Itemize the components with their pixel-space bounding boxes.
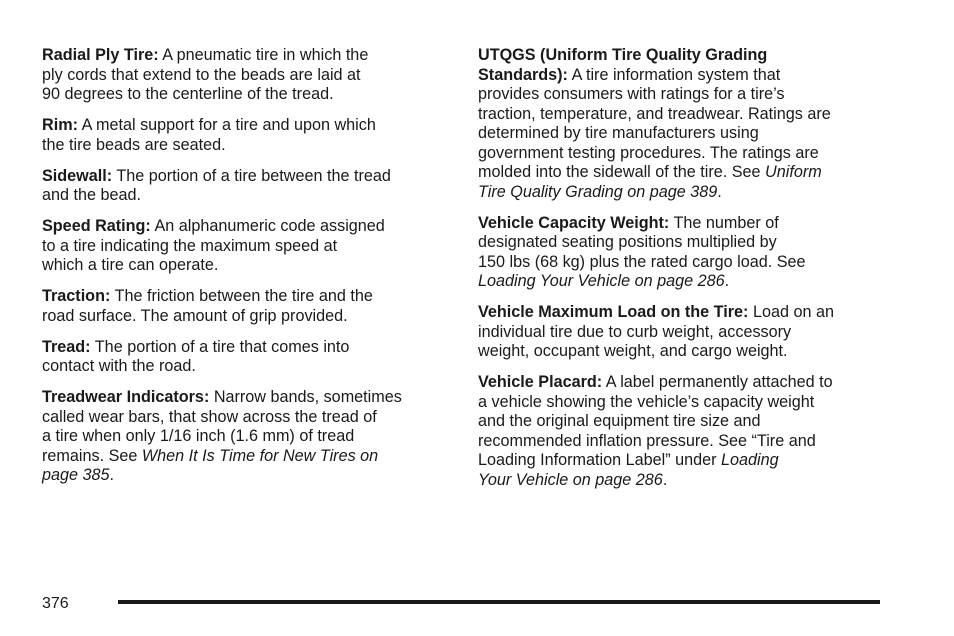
glossary-entry-speed-rating <box>42 217 447 276</box>
definition-sidewall: The portion of a tire between the tread and the bead. <box>42 166 391 204</box>
definition-end-period: . <box>662 470 668 489</box>
term-utqgs: UTQGS (Uniform Tire Quality Grading Standards): <box>478 46 768 84</box>
definition-vehicle-placard: A label permanently attached to a vehicle showing the vehicle’s capacity weight and the original equipment tire size and recommended inflation pressure. See “Tire and Loading Information Label” under <box>478 373 833 469</box>
glossary-entry-tread <box>42 338 447 377</box>
term-vehicle-placard: Vehicle Placard: <box>478 373 603 391</box>
term-tread: Tread: <box>42 337 91 356</box>
footer-divider <box>118 600 880 604</box>
definition-speed-rating: An alphanumeric code assigned to a tire indicating the maximum speed at which a tire can operate. <box>42 217 385 274</box>
term-rim: Rim: <box>42 116 78 134</box>
definition-utqgs: A tire information system that provides consumers with ratings for a tire’s traction, temperature, and treadwear. Ratings are determined by tire manufacturers using government testing procedures. The ratings are molded into the sidewall of the tire. See <box>478 65 831 181</box>
right-column <box>478 46 883 502</box>
glossary-entry-sidewall <box>42 167 447 206</box>
glossary-entry-treadwear-indicators <box>42 388 447 486</box>
cross-reference-new-tires: When It Is Time for New Tires on page 385 <box>42 446 379 484</box>
term-treadwear-indicators: Treadwear Indicators: <box>42 388 210 406</box>
term-sidewall: Sidewall: <box>42 166 113 185</box>
definition-treadwear-indicators: Narrow bands, sometimes called wear bars, that show across the tread of a tire when only 1/16 inch (1.6 mm) of tread remains. See <box>42 388 402 465</box>
glossary-entry-vehicle-maximum-load <box>478 303 883 362</box>
definition-end-period: . <box>109 466 115 484</box>
definition-rim: A metal support for a tire and upon which the tire beads are seated. <box>42 116 376 154</box>
definition-vehicle-maximum-load: Load on an individual tire due to curb weight, accessory weight, occupant weight, and cargo weight. <box>478 303 834 360</box>
definition-vehicle-capacity-weight: The number of designated seating positions multiplied by 150 lbs (68 kg) plus the rated cargo load. See <box>478 213 806 271</box>
term-radial-ply-tire: Radial Ply Tire: <box>42 46 159 64</box>
definition-end-period: . <box>717 182 722 201</box>
term-speed-rating: Speed Rating: <box>42 217 151 235</box>
glossary-entry-rim <box>42 116 447 155</box>
glossary-entry-traction <box>42 287 447 326</box>
term-traction: Traction: <box>42 287 111 305</box>
glossary-entry-utqgs <box>478 46 883 202</box>
definition-traction: The friction between the tire and the road surface. The amount of grip provided. <box>42 287 373 325</box>
left-column <box>42 46 447 497</box>
cross-reference-loading-your-vehicle: Loading Your Vehicle on page 286 <box>478 272 725 290</box>
definition-tread: The portion of a tire that comes into contact with the road. <box>42 337 350 375</box>
glossary-entry-vehicle-placard <box>478 373 883 490</box>
term-vehicle-capacity-weight: Vehicle Capacity Weight: <box>478 213 670 232</box>
page-number: 376 <box>42 595 69 612</box>
glossary-entry-vehicle-capacity-weight <box>478 214 883 292</box>
glossary-entry-radial-ply-tire <box>42 46 447 105</box>
definition-end-period: . <box>724 272 730 290</box>
cross-reference-uniform-tire-quality-grading: Uniform Tire Quality Grading on page 389 <box>478 163 822 201</box>
definition-radial-ply-tire: A pneumatic tire in which the ply cords that extend to the beads are laid at 90 degrees to the centerline of the tread. <box>42 46 369 103</box>
term-vehicle-maximum-load: Vehicle Maximum Load on the Tire: <box>478 303 749 321</box>
cross-reference-loading-your-vehicle: Loading Your Vehicle on page 286 <box>478 451 779 489</box>
